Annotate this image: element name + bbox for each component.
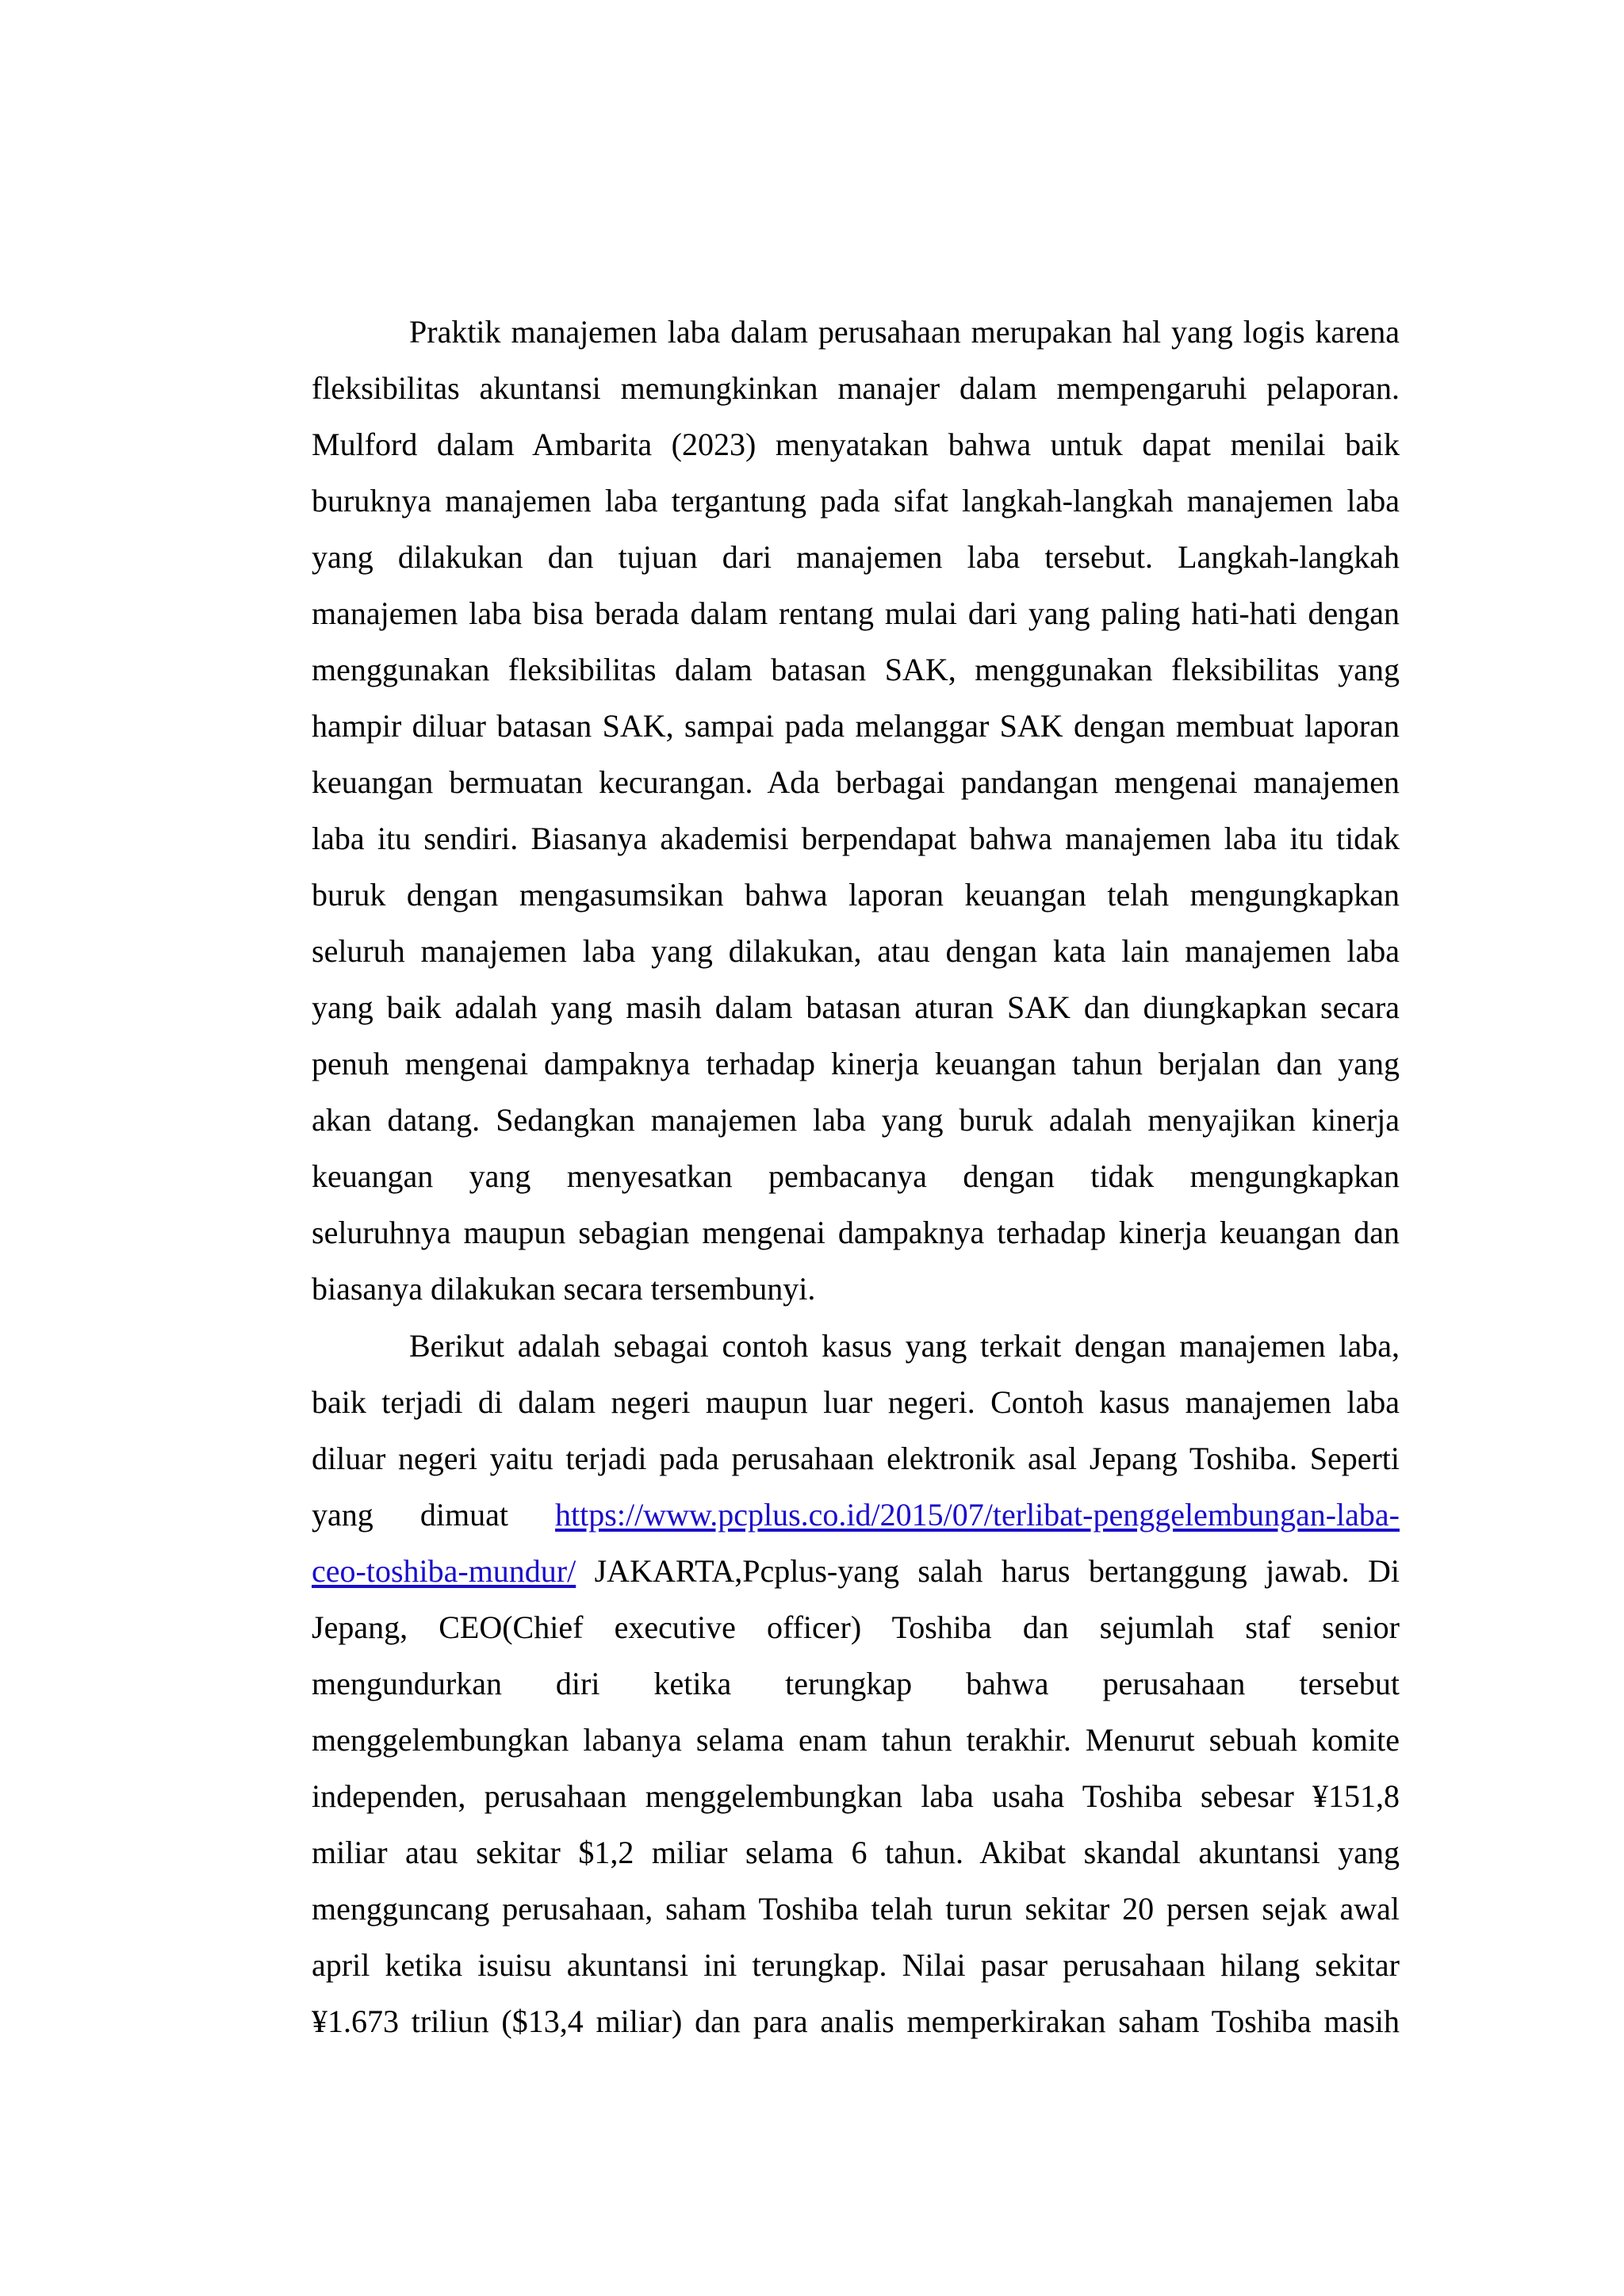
text-line: biasanya dilakukan secara tersembunyi. [312, 1271, 816, 1307]
text-line: ¥1.673 triliun ($13,4 miliar) dan para analis memperkirakan saham Toshiba masih [312, 2003, 1400, 2039]
text-line: menggunakan fleksibilitas dalam batasan SAK, menggunakan fleksibilitas yang [312, 652, 1400, 687]
link-text-line [312, 1487, 1400, 1544]
text-line: hampir diluar batasan SAK, sampai pada melanggar SAK dengan membuat laporan [312, 708, 1400, 744]
text-line: Mulford dalam Ambarita (2023) menyatakan bahwa untuk dapat menilai baik [312, 427, 1400, 462]
text-line: seluruhnya maupun sebagian mengenai dampaknya terhadap kinerja keuangan dan [312, 1215, 1400, 1250]
text-line: diluar negeri yaitu terjadi pada perusahaan elektronik asal Jepang Toshiba. Seperti [312, 1441, 1400, 1476]
text-line: buruk dengan mengasumsikan bahwa laporan keuangan telah mengungkapkan [312, 877, 1400, 913]
text-line: baik terjadi di dalam negeri maupun luar negeri. Contoh kasus manajemen laba [312, 1384, 1400, 1420]
text-line: mengundurkan diri ketika terungkap bahwa perusahaan tersebut [312, 1666, 1400, 1701]
text-line: mengguncang perusahaan, saham Toshiba telah turun sekitar 20 persen sejak awal [312, 1891, 1400, 1927]
text-line: keuangan bermuatan kecurangan. Ada berbagai pandangan mengenai manajemen [312, 764, 1400, 800]
text-line: seluruh manajemen laba yang dilakukan, atau dengan kata lain manajemen laba [312, 933, 1400, 969]
text-line: menggelembungkan labanya selama enam tahun terakhir. Menurut sebuah komite [312, 1722, 1400, 1758]
text-line: keuangan yang menyesatkan pembacanya dengan tidak mengungkapkan [312, 1158, 1400, 1194]
text-line: yang dilakukan dan tujuan dari manajemen laba tersebut. Langkah-langkah [312, 539, 1400, 575]
text-line: Berikut adalah sebagai contoh kasus yang terkait dengan manajemen laba, [409, 1328, 1400, 1364]
text-fragment: yang dimuat [312, 1497, 508, 1533]
text-line: fleksibilitas akuntansi memungkinkan manajer dalam mempengaruhi pelaporan. [312, 370, 1400, 406]
text-line: buruknya manajemen laba tergantung pada sifat langkah-langkah manajemen laba [312, 483, 1400, 519]
text-line: independen, perusahaan menggelembungkan laba usaha Toshiba sebesar ¥151,8 [312, 1778, 1400, 1814]
link-text-line [312, 1543, 1400, 1600]
text-line: akan datang. Sedangkan manajemen laba yang buruk adalah menyajikan kinerja [312, 1102, 1400, 1138]
text-fragment: JAKARTA,Pcplus-yang salah harus bertanggung jawab. Di [594, 1553, 1400, 1589]
text-line: yang baik adalah yang masih dalam batasan aturan SAK dan diungkapkan secara [312, 989, 1400, 1025]
text-line: miliar atau sekitar $1,2 miliar selama 6 tahun. Akibat skandal akuntansi yang [312, 1835, 1400, 1870]
source-link-continued[interactable]: ceo-toshiba-mundur/ [312, 1553, 576, 1589]
text-line: april ketika isuisu akuntansi ini terungkap. Nilai pasar perusahaan hilang sekitar [312, 1947, 1400, 1983]
text-line: Praktik manajemen laba dalam perusahaan merupakan hal yang logis karena [409, 314, 1400, 350]
text-line: manajemen laba bisa berada dalam rentang mulai dari yang paling hati-hati dengan [312, 595, 1400, 631]
text-line: penuh mengenai dampaknya terhadap kinerja keuangan tahun berjalan dan yang [312, 1046, 1400, 1081]
text-line: Jepang, CEO(Chief executive officer) Toshiba dan sejumlah staf senior [312, 1609, 1400, 1645]
source-link[interactable]: https://www.pcplus.co.id/2015/07/terlibat-penggelembungan-laba- [555, 1497, 1400, 1533]
text-line: laba itu sendiri. Biasanya akademisi berpendapat bahwa manajemen laba itu tidak [312, 821, 1400, 856]
